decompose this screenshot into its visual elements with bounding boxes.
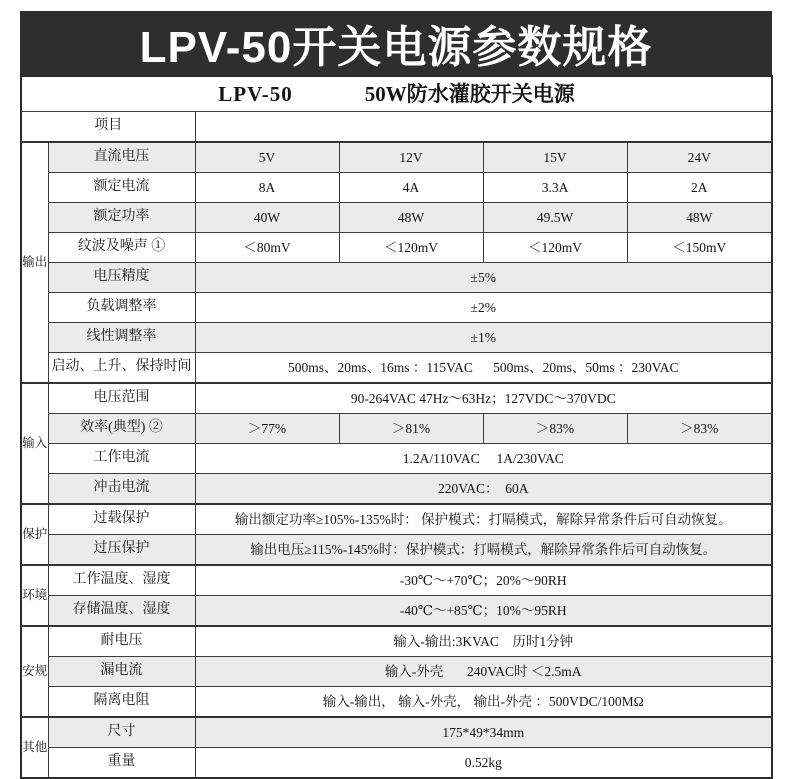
model-header-cell [21, 76, 772, 112]
spec-value: 8A [195, 173, 339, 203]
table-row [21, 414, 772, 444]
table-row [21, 504, 772, 535]
spec-value: 48W [339, 203, 483, 233]
row-label: 效率(典型) ② [48, 414, 195, 444]
table-row [21, 444, 772, 474]
row-label: 纹波及噪声 ① [48, 233, 195, 263]
row-label: 冲击电流 [48, 474, 195, 505]
row-label: 漏电流 [48, 657, 195, 687]
spec-value: 24V [627, 142, 772, 173]
model-name: LPV-50 [218, 81, 293, 106]
spec-value: 0.52kg [195, 748, 772, 779]
table-row [21, 626, 772, 657]
page-title: LPV-50开关电源参数规格 [139, 23, 653, 72]
table-row [21, 233, 772, 263]
spec-value: 1.2A/110VAC 1A/230VAC [195, 444, 772, 474]
row-label: 负载调整率 [48, 293, 195, 323]
row-label: 重量 [48, 748, 195, 779]
table-row [21, 353, 772, 384]
row-label: 电压范围 [48, 383, 195, 414]
model-description: 50W防水灌胶开关电源 [364, 81, 575, 106]
row-label: 耐电压 [48, 626, 195, 657]
spec-value: -30℃～+70℃；20%～90RH [195, 565, 772, 596]
spec-value: 15V [483, 142, 627, 173]
group-label-protection: 保护 [21, 504, 48, 565]
table-row [21, 535, 772, 566]
spec-value: 40W [195, 203, 339, 233]
row-label: 额定功率 [48, 203, 195, 233]
table-row [21, 596, 772, 627]
spec-value: 2A [627, 173, 772, 203]
row-label: 工作温度、湿度 [48, 565, 195, 596]
group-label-output: 输出 [21, 142, 48, 383]
item-header-empty-cell [195, 112, 772, 143]
spec-value: 5V [195, 142, 339, 173]
row-label: 隔离电阻 [48, 687, 195, 718]
spec-value: ＜150mV [627, 233, 772, 263]
item-header-row [21, 112, 772, 143]
group-label-other: 其他 [21, 717, 48, 778]
title-bar [20, 11, 772, 75]
table-row [21, 687, 772, 718]
group-label-input: 输入 [21, 383, 48, 504]
table-row [21, 383, 772, 414]
spec-value: ＜120mV [483, 233, 627, 263]
spec-value: ＞81% [339, 414, 483, 444]
spec-value: ＞83% [627, 414, 772, 444]
row-label: 过载保护 [48, 504, 195, 535]
table-row [21, 657, 772, 687]
spec-value: ＜120mV [339, 233, 483, 263]
table-row [21, 263, 772, 293]
group-label-environment: 环境 [21, 565, 48, 626]
spec-value: 500ms、20ms、16ms ：115VAC 500ms、20ms、50ms ：230VAC [195, 353, 772, 384]
row-label: 存储温度、湿度 [48, 596, 195, 627]
spec-value: 输出电压≥115%-145%时：保护模式：打嗝模式，解除异常条件后可自动恢复。 [195, 535, 772, 566]
spec-value: ±1% [195, 323, 772, 353]
spec-value: 输入-外壳 240VAC时 ＜2.5mA [195, 657, 772, 687]
row-label: 直流电压 [48, 142, 195, 173]
spec-table [20, 75, 773, 779]
item-header-label: 项目 [21, 112, 195, 143]
spec-value: ＜80mV [195, 233, 339, 263]
table-row [21, 474, 772, 505]
spec-value: 12V [339, 142, 483, 173]
row-label: 过压保护 [48, 535, 195, 566]
spec-value: ±2% [195, 293, 772, 323]
row-label: 额定电流 [48, 173, 195, 203]
spec-value: -40℃～+85℃；10%～95RH [195, 596, 772, 627]
row-label: 尺寸 [48, 717, 195, 748]
spec-value: ±5% [195, 263, 772, 293]
spec-value: 175*49*34mm [195, 717, 772, 748]
table-row [21, 748, 772, 779]
row-label: 启动、上升、保持时间 [48, 353, 195, 384]
table-row [21, 293, 772, 323]
row-label: 工作电流 [48, 444, 195, 474]
spec-value: 3.3A [483, 173, 627, 203]
group-label-safety: 安规 [21, 626, 48, 717]
table-header-row [21, 76, 772, 112]
table-row [21, 203, 772, 233]
spec-value: 48W [627, 203, 772, 233]
table-row [21, 142, 772, 173]
spec-value: 220VAC： 60A [195, 474, 772, 505]
spec-value: ＞83% [483, 414, 627, 444]
spec-value: ＞77% [195, 414, 339, 444]
spec-value: 90-264VAC 47Hz～63Hz；127VDC～370VDC [195, 383, 772, 414]
spec-value: 输出额定功率≥105%-135%时： 保护模式：打嗝模式，解除异常条件后可自动恢复。 [195, 504, 772, 535]
row-label: 电压精度 [48, 263, 195, 293]
spec-value: 4A [339, 173, 483, 203]
table-row [21, 717, 772, 748]
spec-value: 49.5W [483, 203, 627, 233]
row-label: 线性调整率 [48, 323, 195, 353]
spec-value: 输入-输出， 输入-外壳， 输出-外壳 ：500VDC/100MΩ [195, 687, 772, 718]
table-row [21, 173, 772, 203]
table-row [21, 565, 772, 596]
spec-value: 输入-输出:3KVAC 历时1分钟 [195, 626, 772, 657]
table-row [21, 323, 772, 353]
